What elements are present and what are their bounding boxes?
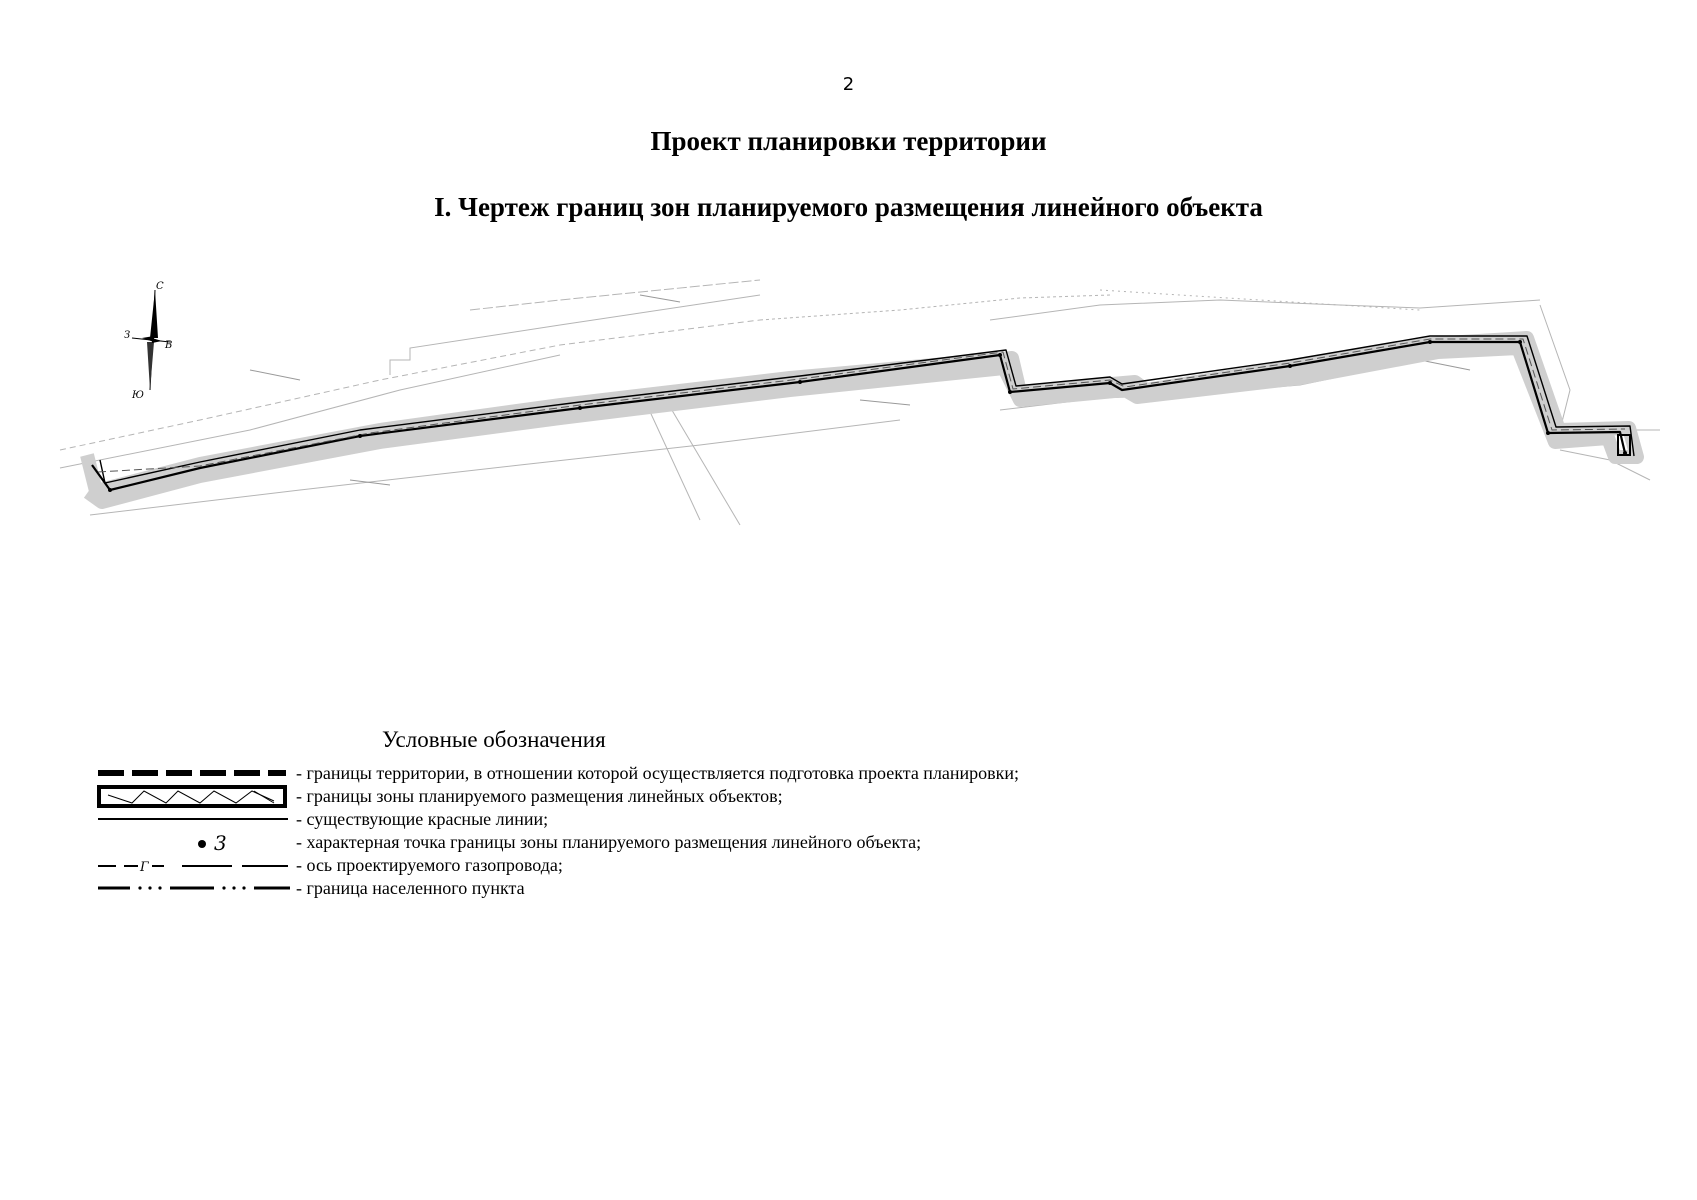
thick-dashed-line-icon: [96, 762, 292, 785]
point-marker-icon: [96, 831, 292, 854]
legend-item: [96, 762, 1019, 785]
legend-item-text: - границы зоны планируемого размещения линейных объектов;: [296, 786, 783, 806]
legend-item-text: - существующие красные линии;: [296, 809, 549, 829]
legend-item-text: - характерная точка границы зоны планируемого размещения линейного объекта;: [296, 832, 922, 852]
page-subtitle: I. Чертеж границ зон планируемого размещения линейного объекта: [434, 192, 1263, 222]
legend-item: [96, 831, 1019, 854]
page-number: 2: [842, 74, 855, 95]
legend-item: [96, 854, 1019, 877]
gas-pipeline-axis-icon: [96, 854, 292, 877]
dash-dot-line-icon: [96, 877, 292, 900]
page-title: Проект планировки территории: [650, 126, 1047, 156]
territory-boundary: [87, 338, 1637, 502]
legend-item: [96, 785, 1019, 808]
compass-south-label: Ю: [132, 390, 144, 401]
legend-title: Условные обозначения: [382, 727, 606, 752]
legend-item-text: - граница населенного пункта: [296, 878, 525, 898]
compass-west-label: З: [124, 330, 131, 341]
legend-item-text: - ось проектируемого газопровода;: [296, 855, 563, 875]
legend: [96, 762, 1019, 900]
point-marker-label: 3: [214, 831, 227, 854]
compass-north-label: С: [156, 281, 164, 292]
compass-rose-icon: [124, 281, 172, 401]
solid-line-icon: [96, 808, 292, 831]
hatched-zone-icon: [96, 785, 292, 808]
compass-east-label: В: [165, 340, 173, 351]
gas-pipeline-label: Г: [140, 860, 149, 875]
legend-item: [96, 808, 1019, 831]
legend-item: [96, 877, 1019, 900]
topographic-background: [60, 280, 1660, 525]
legend-item-text: - границы территории, в отношении которой осуществляется подготовка проекта планировки;: [296, 763, 1020, 783]
plan-drawing: [0, 250, 1697, 580]
